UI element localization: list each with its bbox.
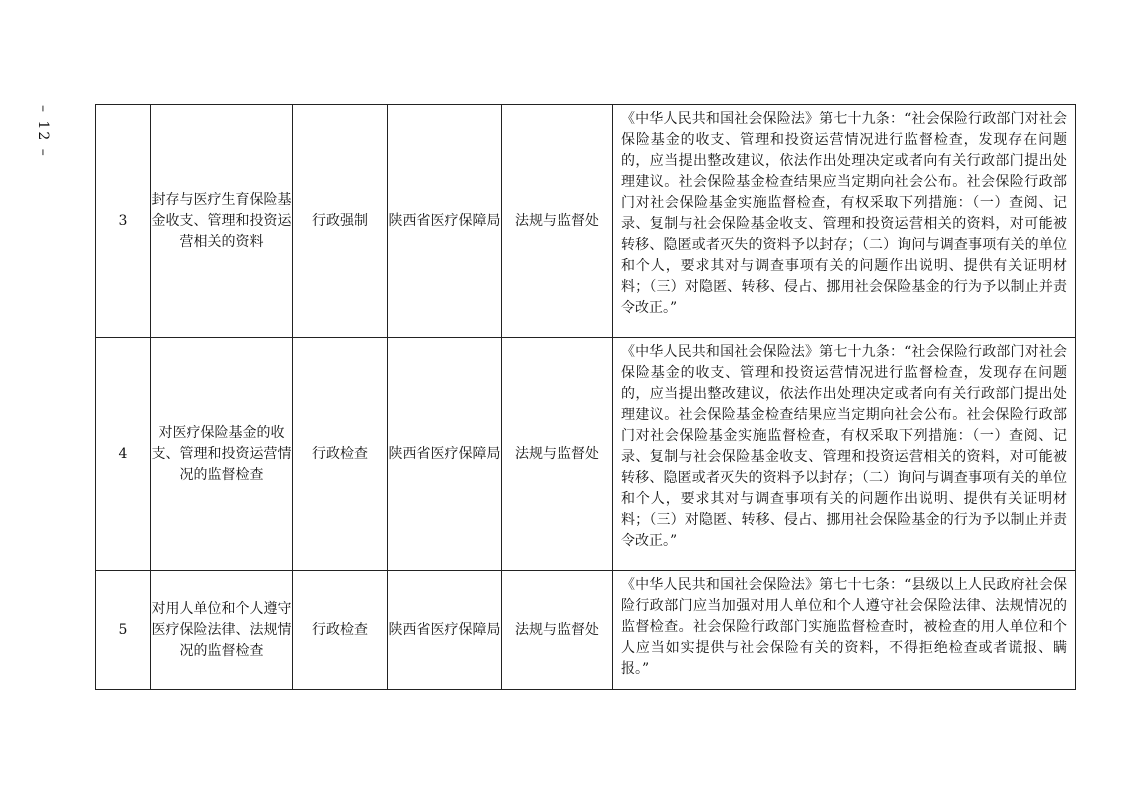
item-type-cell: 行政检查 [293,571,388,690]
office-cell: 法规与监督处 [502,571,613,690]
item-type-cell: 行政检查 [293,338,388,571]
department-cell [388,571,502,690]
item-name-cell [151,105,293,338]
department-name: 陕西省医疗保障局 [388,621,501,638]
table-row [96,338,1076,571]
page-number: – 12 – [35,105,51,158]
item-name-cell [151,338,293,571]
item-name: 对医疗保险基金的收支、管理和投资运营情况的监督检查 [151,424,292,483]
department-name: 陕西省医疗保障局 [388,445,501,462]
power-list-table [95,104,1076,690]
row-number-cell: 5 [96,571,151,690]
legal-basis-cell: 《中华人民共和国社会保险法》第七十九条：“社会保险行政部门对社会保险基金的收支、管理和投资运营情况进行监督检查，发现存在问题的，应当提出整改建议，依法作出处理决定或者向有关行政部门提出处理建议。社会保险基金检查结果应当定期向社会公布。社会保险行政部门对社会保险基金实施监督检查，有权采取下列措施：（一）查阅、记录、复制与社会保险基金收支、管理和投资运营相关的资料，对可能被转移、隐匿或者灭失的资料予以封存；（二）询问与调查事项有关的单位和个人，要求其对与调查事项有关的问题作出说明、提供有关证明材料；（三）对隐匿、转移、侵占、挪用社会保险基金的行为予以制止并责令改正。” [613,338,1076,571]
item-name: 对用人单位和个人遵守医疗保险法律、法规情况的监督检查 [151,600,292,659]
department-cell [388,338,502,571]
row-number-cell: 3 [96,105,151,338]
item-type-cell: 行政强制 [293,105,388,338]
office-cell: 法规与监督处 [502,338,613,571]
office-cell: 法规与监督处 [502,105,613,338]
row-number-cell: 4 [96,338,151,571]
legal-basis-cell: 《中华人民共和国社会保险法》第七十七条：“县级以上人民政府社会保险行政部门应当加强对用人单位和个人遵守社会保险法律、法规情况的监督检查。社会保险行政部门实施监督检查时，被检查的用人单位和个人应当如实提供与社会保险有关的资料，不得拒绝检查或者谎报、瞒报。” [613,571,1076,690]
item-name: 封存与医疗生育保险基金收支、管理和投资运营相关的资料 [151,191,292,250]
item-name-cell [151,571,293,690]
table-row [96,105,1076,338]
legal-basis-cell: 《中华人民共和国社会保险法》第七十九条：“社会保险行政部门对社会保险基金的收支、管理和投资运营情况进行监督检查，发现存在问题的，应当提出整改建议，依法作出处理决定或者向有关行政部门提出处理建议。社会保险基金检查结果应当定期向社会公布。社会保险行政部门对社会保险基金实施监督检查，有权采取下列措施：（一）查阅、记录、复制与社会保险基金收支、管理和投资运营相关的资料，对可能被转移、隐匿或者灭失的资料予以封存；（二）询问与调查事项有关的单位和个人，要求其对与调查事项有关的问题作出说明、提供有关证明材料；（三）对隐匿、转移、侵占、挪用社会保险基金的行为予以制止并责令改正。” [613,105,1076,338]
table-row [96,571,1076,690]
department-name: 陕西省医疗保障局 [388,212,501,229]
department-cell [388,105,502,338]
